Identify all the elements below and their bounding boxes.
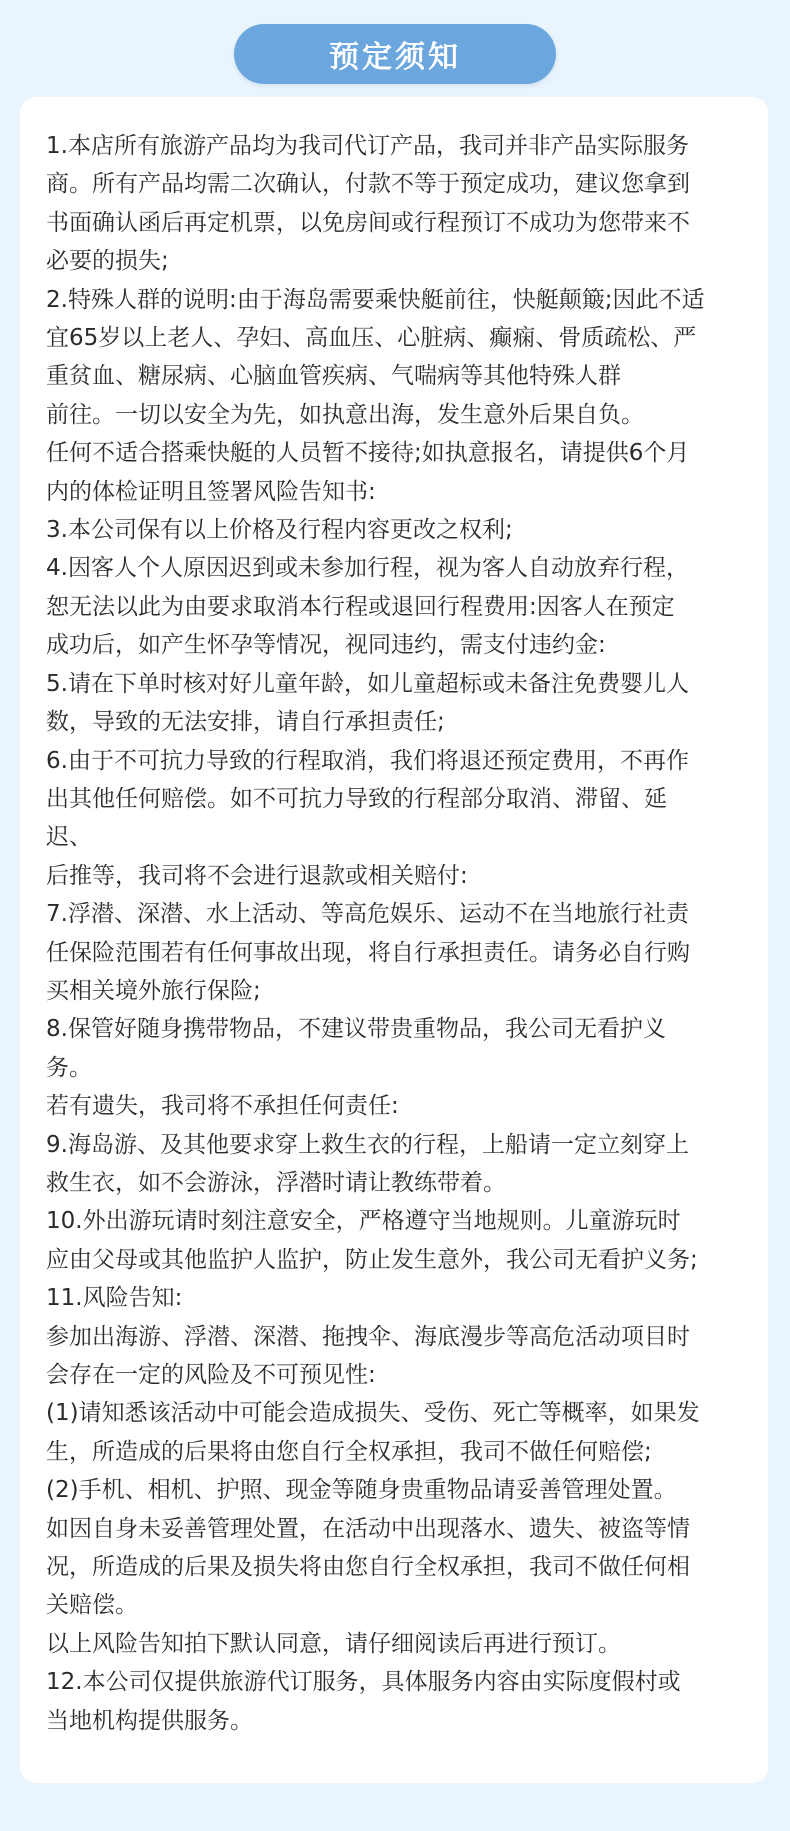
notice-line: 关赔偿。 (46, 1592, 138, 1619)
notice-text-block (46, 127, 756, 1740)
notice-line: 5.请在下单时核对好儿童年龄，如儿童超标或未备注免费婴儿人 (46, 670, 689, 697)
notice-line: 8.保管好随身携带物品，不建议带贵重物品，我公司无看护义 (46, 1016, 666, 1043)
notice-line: 救生衣，如不会游泳，浮潜时请让教练带着。 (46, 1169, 506, 1196)
notice-line: 宜65岁以上老人、孕妇、高血压、心脏病、癫痫、骨质疏松、严 (46, 325, 697, 352)
notice-line: 1.本店所有旅游产品均为我司代订产品，我司并非产品实际服务 (46, 133, 689, 159)
notice-line: 3.本公司保有以上价格及行程内容更改之权利; (46, 517, 513, 544)
notice-line: 商。所有产品均需二次确认，付款不等于预定成功，建议您拿到 (46, 171, 690, 198)
notice-line: 应由父母或其他监护人监护，防止发生意外，我公司无看护义务; (46, 1246, 698, 1273)
notice-line: 生，所造成的后果将由您自行全权承担，我司不做任何赔偿; (46, 1438, 652, 1465)
notice-line: 当地机构提供服务。 (46, 1707, 253, 1734)
notice-line: 前往。一切以安全为先，如执意出海，发生意外后果自负。 (46, 401, 644, 428)
notice-line: 任何不适合搭乘快艇的人员暂不接待;如执意报名，请提供6个月 (46, 440, 690, 467)
notice-line: 6.由于不可抗力导致的行程取消，我们将退还预定费用，不再作 (46, 747, 689, 774)
notice-line: 出其他任何赔偿。如不可抗力导致的行程部分取消、滞留、延 (46, 785, 667, 812)
notice-line: 9.海岛游、及其他要求穿上救生衣的行程，上船请一定立刻穿上 (46, 1131, 689, 1158)
notice-line: 重贫血、糖尿病、心脑血管疾病、气喘病等其他特殊人群 (46, 363, 621, 390)
notice-line: 10.外出游玩请时刻注意安全，严格遵守当地规则。儿童游玩时 (46, 1208, 681, 1235)
notice-line: 如因自身未妥善管理处置，在活动中出现落水、遗失、被盗等情 (46, 1515, 690, 1542)
title-banner (234, 24, 556, 84)
notice-line: 必要的损失; (46, 248, 169, 275)
notice-line: (1)请知悉该活动中可能会造成损失、受伤、死亡等概率，如果发 (46, 1400, 700, 1427)
notice-card (20, 97, 768, 1783)
page-title: 预定须知 (329, 40, 461, 75)
notice-line: 4.因客人个人原因迟到或未参加行程，视为客人自动放弃行程， (46, 555, 689, 582)
notice-line: 务。 (46, 1054, 92, 1081)
notice-line: 若有遗失，我司将不承担任何责任: (46, 1093, 399, 1120)
notice-line: 2.特殊人群的说明:由于海岛需要乘快艇前往，快艇颠簸;因此不适 (46, 286, 705, 313)
notice-line: 买相关境外旅行保险; (46, 977, 261, 1004)
notice-line: 书面确认函后再定机票，以免房间或行程预订不成功为您带来不 (46, 209, 690, 236)
notice-line: 恕无法以此为由要求取消本行程或退回行程费用:因客人在预定 (46, 593, 675, 620)
notice-line: 后推等，我司将不会进行退款或相关赔付: (46, 862, 468, 889)
notice-line: 内的体检证明且签署风险告知书: (46, 478, 376, 505)
notice-line: 会存在一定的风险及不可预见性: (46, 1362, 376, 1388)
notice-line: 7.浮潜、深潜、水上活动、等高危娱乐、运动不在当地旅行社责 (46, 901, 689, 928)
notice-line: 况，所造成的后果及损失将由您自行全权承担，我司不做任何相 (46, 1554, 690, 1581)
notice-line: 成功后，如产生怀孕等情况，视同违约，需支付违约金: (46, 632, 606, 659)
notice-line: 迟、 (46, 824, 92, 851)
notice-line: 参加出海游、浮潜、深潜、拖拽伞、海底漫步等高危活动项目时 (46, 1323, 690, 1350)
notice-line: 12.本公司仅提供旅游代订服务，具体服务内容由实际度假村或 (46, 1669, 681, 1696)
notice-line: 任保险范围若有任何事故出现，将自行承担责任。请务必自行购 (46, 939, 690, 966)
notice-line: 11.风险告知: (46, 1285, 183, 1312)
notice-line: (2)手机、相机、护照、现金等随身贵重物品请妥善管理处置。 (46, 1477, 677, 1504)
notice-line: 数，导致的无法安排，请自行承担责任; (46, 709, 445, 736)
notice-line: 以上风险告知拍下默认同意，请仔细阅读后再进行预订。 (46, 1630, 621, 1657)
